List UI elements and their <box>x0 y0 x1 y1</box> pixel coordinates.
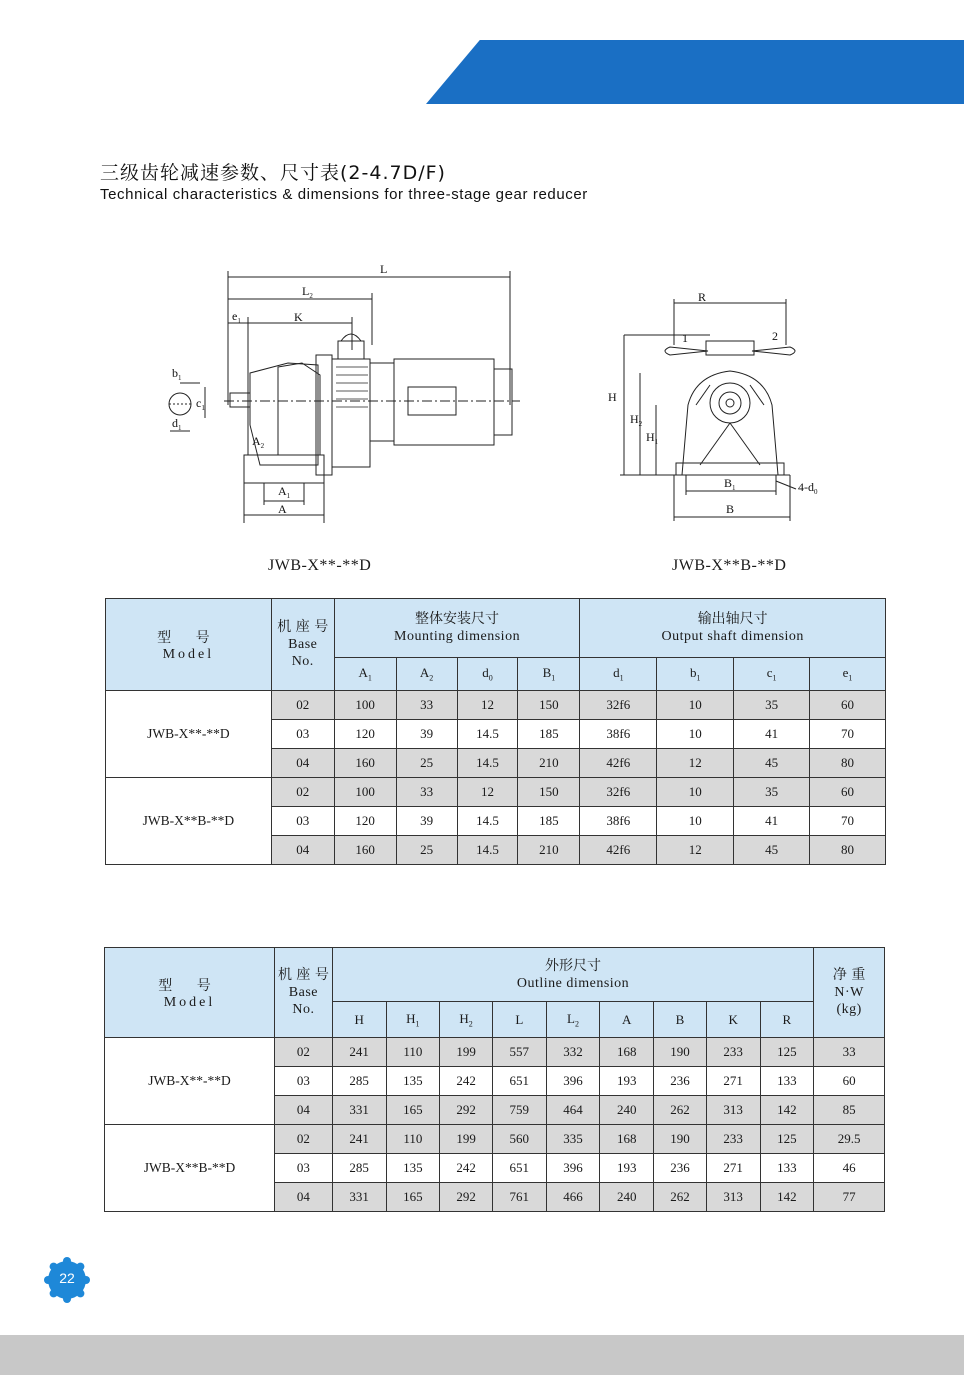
value-cell: 25 <box>396 749 457 778</box>
column-header: K <box>706 1002 760 1038</box>
model-name-cell: JWB-X**-**D <box>106 691 272 778</box>
drawing-horizontal-reducer <box>160 255 530 535</box>
value-cell: 12 <box>657 749 734 778</box>
value-cell: 12 <box>457 691 518 720</box>
value-cell: 77 <box>814 1183 885 1212</box>
value-cell: 210 <box>518 836 580 865</box>
base-header: 机 座 号 Base No. <box>275 948 333 1038</box>
column-header: $c_1$ <box>734 658 810 691</box>
dim-R: R <box>698 290 707 304</box>
value-cell: 464 <box>546 1096 600 1125</box>
value-cell: 32f6 <box>580 778 657 807</box>
value-cell: 120 <box>334 807 396 836</box>
value-cell: 12 <box>657 836 734 865</box>
dim-L2: $L_2$ <box>302 284 313 300</box>
table-row <box>106 778 886 807</box>
value-cell: 135 <box>386 1154 440 1183</box>
value-cell: 100 <box>334 691 396 720</box>
page-number: 22 <box>59 1270 75 1286</box>
column-header: B <box>654 1002 707 1038</box>
base-no-cell: 04 <box>271 749 334 778</box>
base-no-cell: 03 <box>271 720 334 749</box>
output-shaft-header: 输出轴尺寸 Output shaft dimension <box>580 599 886 658</box>
value-cell: 33 <box>814 1038 885 1067</box>
value-cell: 242 <box>440 1154 493 1183</box>
value-cell: 242 <box>440 1067 493 1096</box>
table-row <box>105 1125 885 1154</box>
value-cell: 10 <box>657 691 734 720</box>
value-cell: 262 <box>654 1183 707 1212</box>
value-cell: 80 <box>810 749 886 778</box>
value-cell: 33 <box>396 691 457 720</box>
base-no-cell: 03 <box>275 1067 333 1096</box>
base-no-cell: 04 <box>275 1096 333 1125</box>
value-cell: 110 <box>386 1125 440 1154</box>
model-name-cell: JWB-X**B-**D <box>105 1125 275 1212</box>
value-cell: 14.5 <box>457 836 518 865</box>
column-header: $d_0$ <box>457 658 518 691</box>
value-cell: 165 <box>386 1096 440 1125</box>
value-cell: 45 <box>734 749 810 778</box>
value-cell: 60 <box>810 778 886 807</box>
dim-c1: $c_1$ <box>196 396 205 412</box>
value-cell: 133 <box>760 1154 814 1183</box>
value-cell: 199 <box>440 1125 493 1154</box>
value-cell: 332 <box>546 1038 600 1067</box>
value-cell: 39 <box>396 807 457 836</box>
outline-dimension-table <box>104 947 885 1212</box>
table-row <box>106 691 886 720</box>
value-cell: 110 <box>386 1038 440 1067</box>
column-header: $H_1$ <box>386 1002 440 1038</box>
dim-b1: $b_1$ <box>172 366 182 382</box>
value-cell: 100 <box>334 778 396 807</box>
value-cell: 240 <box>600 1096 654 1125</box>
value-cell: 271 <box>706 1154 760 1183</box>
value-cell: 185 <box>518 807 580 836</box>
dim-d1: $d_1$ <box>172 416 182 432</box>
value-cell: 168 <box>600 1038 654 1067</box>
column-header: L <box>492 1002 546 1038</box>
value-cell: 25 <box>396 836 457 865</box>
column-header: R <box>760 1002 814 1038</box>
value-cell: 14.5 <box>457 720 518 749</box>
value-cell: 759 <box>492 1096 546 1125</box>
dim-A1: $A_1$ <box>278 484 291 500</box>
dim-K: K <box>294 310 303 324</box>
value-cell: 80 <box>810 836 886 865</box>
value-cell: 42f6 <box>580 836 657 865</box>
value-cell: 271 <box>706 1067 760 1096</box>
value-cell: 651 <box>492 1067 546 1096</box>
value-cell: 466 <box>546 1183 600 1212</box>
value-cell: 39 <box>396 720 457 749</box>
value-cell: 35 <box>734 778 810 807</box>
value-cell: 210 <box>518 749 580 778</box>
value-cell: 125 <box>760 1038 814 1067</box>
value-cell: 331 <box>332 1096 386 1125</box>
model-name-cell: JWB-X**-**D <box>105 1038 275 1125</box>
value-cell: 396 <box>546 1154 600 1183</box>
model-name-cell: JWB-X**B-**D <box>106 778 272 865</box>
value-cell: 41 <box>734 807 810 836</box>
dim-H: H <box>608 390 617 404</box>
base-no-cell: 03 <box>275 1154 333 1183</box>
value-cell: 233 <box>706 1038 760 1067</box>
value-cell: 142 <box>760 1183 814 1212</box>
model-header: 型 号 Model <box>105 948 275 1038</box>
value-cell: 60 <box>810 691 886 720</box>
column-header: $A_2$ <box>396 658 457 691</box>
drawing-caption-right: JWB-X**B-**D <box>672 557 787 574</box>
value-cell: 193 <box>600 1154 654 1183</box>
column-header: A <box>600 1002 654 1038</box>
value-cell: 313 <box>706 1096 760 1125</box>
value-cell: 190 <box>654 1038 707 1067</box>
model-header: 型 号 Model <box>106 599 272 691</box>
column-header: $d_1$ <box>580 658 657 691</box>
page-subtitle: Technical characteristics & dimensions for three-stage gear reducer <box>100 186 588 203</box>
page-title: 三级齿轮减速参数、尺寸表(2-4.7D/F) <box>100 162 446 184</box>
column-header: $b_1$ <box>657 658 734 691</box>
base-no-cell: 02 <box>275 1125 333 1154</box>
callout-1: 1 <box>682 331 688 345</box>
value-cell: 185 <box>518 720 580 749</box>
value-cell: 10 <box>657 778 734 807</box>
outline-dimension-header: 外形尺寸 Outline dimension <box>332 948 813 1002</box>
value-cell: 761 <box>492 1183 546 1212</box>
base-no-cell: 02 <box>271 691 334 720</box>
dim-L: L <box>380 262 388 276</box>
value-cell: 150 <box>518 691 580 720</box>
value-cell: 160 <box>334 836 396 865</box>
dim-e1: $e_1$ <box>232 309 241 325</box>
value-cell: 120 <box>334 720 396 749</box>
value-cell: 35 <box>734 691 810 720</box>
dim-A: A <box>278 502 287 516</box>
value-cell: 560 <box>492 1125 546 1154</box>
value-cell: 38f6 <box>580 807 657 836</box>
value-cell: 142 <box>760 1096 814 1125</box>
value-cell: 190 <box>654 1125 707 1154</box>
value-cell: 125 <box>760 1125 814 1154</box>
column-header: $e_1$ <box>810 658 886 691</box>
dim-H1: $H_1$ <box>646 430 659 446</box>
value-cell: 199 <box>440 1038 493 1067</box>
value-cell: 168 <box>600 1125 654 1154</box>
value-cell: 41 <box>734 720 810 749</box>
shaft-mounting-table <box>105 598 886 865</box>
value-cell: 331 <box>332 1183 386 1212</box>
value-cell: 150 <box>518 778 580 807</box>
value-cell: 45 <box>734 836 810 865</box>
value-cell: 396 <box>546 1067 600 1096</box>
value-cell: 165 <box>386 1183 440 1212</box>
value-cell: 193 <box>600 1067 654 1096</box>
value-cell: 85 <box>814 1096 885 1125</box>
table-row <box>105 1038 885 1067</box>
dim-A2: $A_2$ <box>252 434 265 450</box>
value-cell: 557 <box>492 1038 546 1067</box>
value-cell: 292 <box>440 1183 493 1212</box>
value-cell: 133 <box>760 1067 814 1096</box>
value-cell: 651 <box>492 1154 546 1183</box>
value-cell: 241 <box>332 1038 386 1067</box>
value-cell: 233 <box>706 1125 760 1154</box>
value-cell: 292 <box>440 1096 493 1125</box>
value-cell: 236 <box>654 1067 707 1096</box>
column-header: $L_2$ <box>546 1002 600 1038</box>
value-cell: 29.5 <box>814 1125 885 1154</box>
column-header: $H_2$ <box>440 1002 493 1038</box>
value-cell: 236 <box>654 1154 707 1183</box>
value-cell: 10 <box>657 807 734 836</box>
value-cell: 33 <box>396 778 457 807</box>
value-cell: 70 <box>810 807 886 836</box>
value-cell: 262 <box>654 1096 707 1125</box>
value-cell: 14.5 <box>457 807 518 836</box>
value-cell: 135 <box>386 1067 440 1096</box>
base-no-cell: 04 <box>275 1183 333 1212</box>
value-cell: 12 <box>457 778 518 807</box>
callout-2: 2 <box>772 329 778 343</box>
value-cell: 70 <box>810 720 886 749</box>
dim-B: B <box>726 502 735 516</box>
value-cell: 313 <box>706 1183 760 1212</box>
value-cell: 46 <box>814 1154 885 1183</box>
value-cell: 42f6 <box>580 749 657 778</box>
column-header: H <box>332 1002 386 1038</box>
value-cell: 32f6 <box>580 691 657 720</box>
mounting-dimension-header: 整体安装尺寸 Mounting dimension <box>334 599 580 658</box>
value-cell: 285 <box>332 1067 386 1096</box>
base-no-cell: 02 <box>275 1038 333 1067</box>
dim-B1: $B_1$ <box>724 476 736 492</box>
base-no-cell: 03 <box>271 807 334 836</box>
column-header: $A_1$ <box>334 658 396 691</box>
value-cell: 14.5 <box>457 749 518 778</box>
value-cell: 60 <box>814 1067 885 1096</box>
base-no-cell: 02 <box>271 778 334 807</box>
bottom-strip <box>0 1335 964 1375</box>
drawing-caption-left: JWB-X**-**D <box>268 557 372 574</box>
value-cell: 10 <box>657 720 734 749</box>
dim-H2: $H_2$ <box>630 412 643 428</box>
value-cell: 160 <box>334 749 396 778</box>
base-no-cell: 04 <box>271 836 334 865</box>
base-header: 机 座 号 Base No. <box>271 599 334 691</box>
value-cell: 335 <box>546 1125 600 1154</box>
value-cell: 240 <box>600 1183 654 1212</box>
drawing-front-view <box>600 285 840 525</box>
header-banner <box>426 40 964 104</box>
value-cell: 241 <box>332 1125 386 1154</box>
dim-4-d0: $4-d_0$ <box>798 480 818 496</box>
value-cell: 38f6 <box>580 720 657 749</box>
column-header: $B_1$ <box>518 658 580 691</box>
net-weight-header: 净 重 N·W (kg) <box>814 948 885 1038</box>
value-cell: 285 <box>332 1154 386 1183</box>
